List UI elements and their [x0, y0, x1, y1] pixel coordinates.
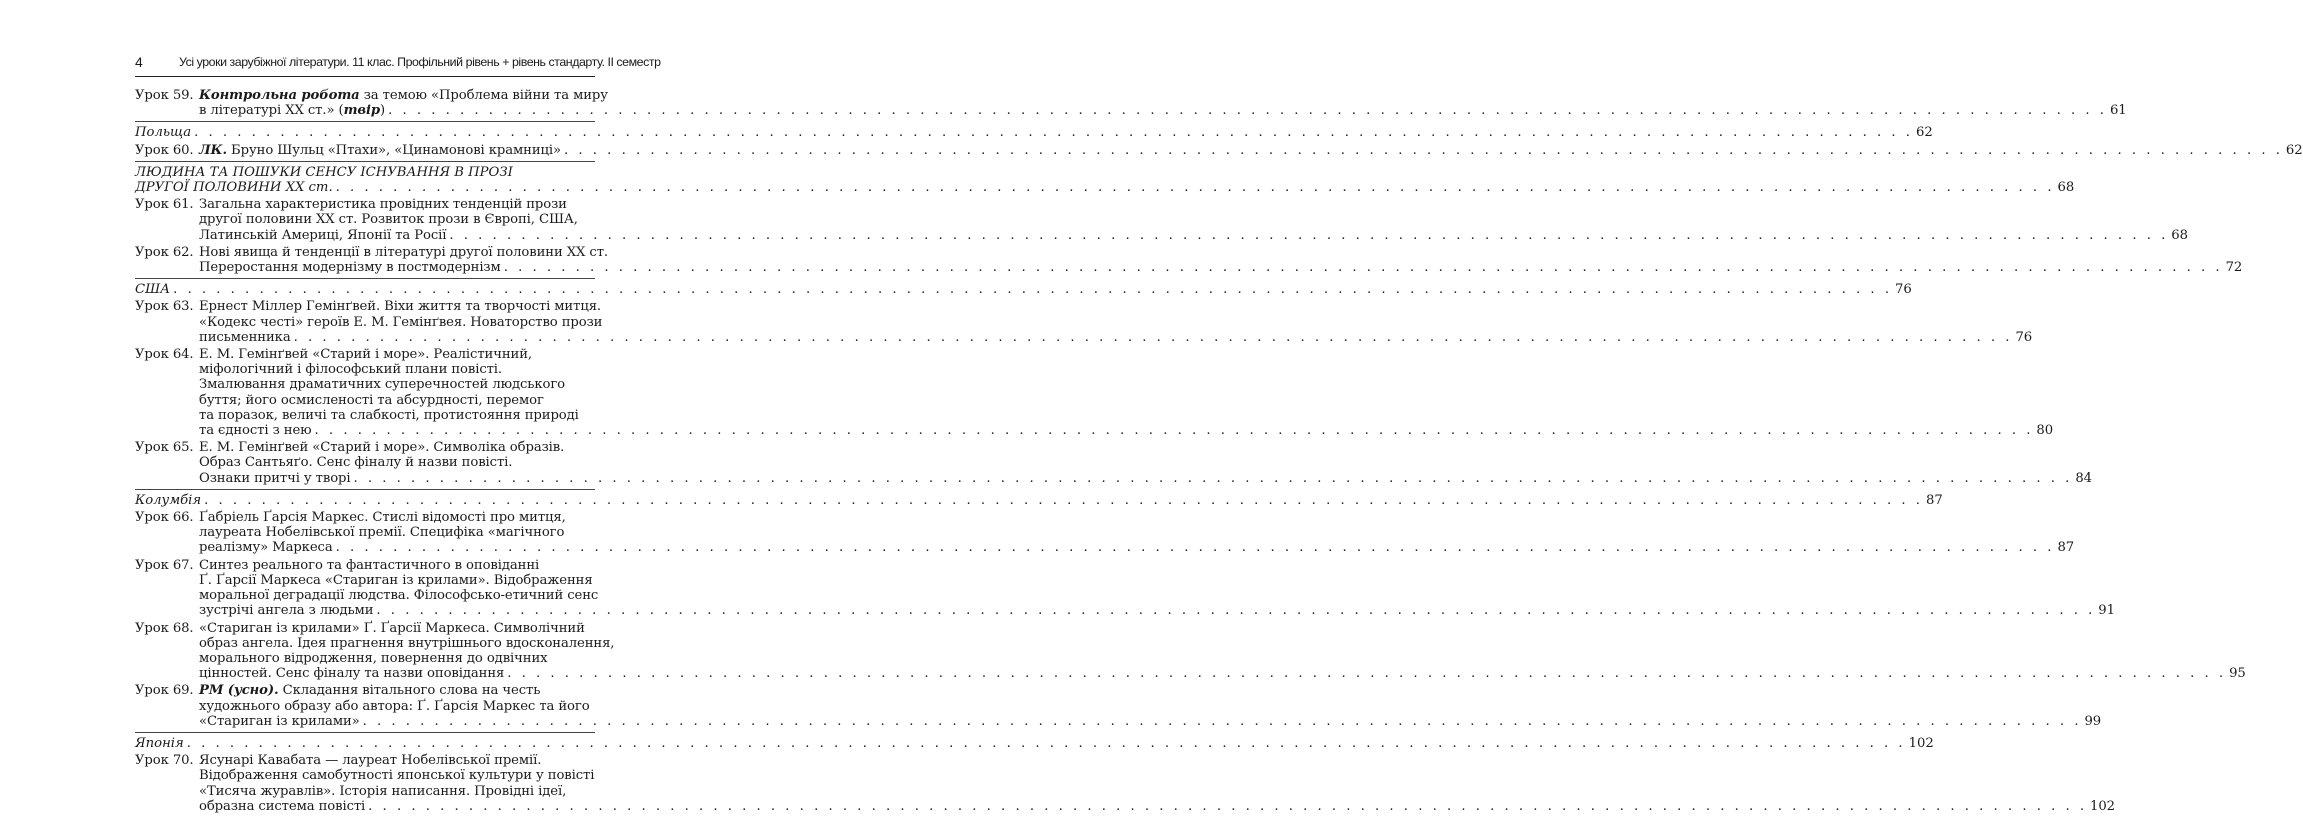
lesson-label: Урок 60.: [135, 142, 194, 158]
leader-dots: [376, 603, 2095, 618]
lesson-label: Урок 67.: [135, 557, 194, 573]
toc-entry-lesson-67[interactable]: [135, 557, 2115, 619]
page-ref: 95: [2229, 666, 2246, 682]
toc-entry-lesson-70[interactable]: [135, 753, 2115, 814]
lesson-title-line: в літературі XX ст.» (: [199, 103, 344, 119]
lesson-title-line: образна система повісті: [199, 798, 366, 814]
toc-entry-lesson-61[interactable]: [135, 197, 2188, 243]
lesson-title-line: Синтез реального та фантастичного в оповіданні: [199, 557, 540, 573]
running-head: Усі уроки зарубіжної літератури. 11 клас. Профільний рівень + рівень стандарту. II семестр: [179, 55, 661, 69]
toc-entry-lesson-66[interactable]: [135, 510, 2075, 556]
page-ref: 68: [2057, 180, 2075, 196]
lesson-title-line: Нові явища й тенденції в літературі другої половини XX ст.: [199, 244, 608, 260]
lesson-title-line: цінностей. Сенс фіналу та назви оповідання: [199, 666, 505, 682]
leader-dots: [294, 330, 2013, 345]
toc-section-usa[interactable]: [135, 278, 1912, 298]
page-ref: 80: [2036, 423, 2054, 439]
toc-section-japan[interactable]: [135, 732, 1934, 751]
lesson-title-line: Ґабріель Ґарсія Маркес. Стислі відомості про митця,: [199, 510, 566, 526]
section-title: США: [135, 282, 171, 298]
lesson-title-line: та поразок, величі та слабкості, протистояння природі: [199, 407, 579, 423]
leader-dots: [204, 493, 1923, 508]
leader-dots: [449, 228, 2168, 243]
lesson-label: Урок 69.: [135, 683, 194, 699]
leader-dots: [363, 714, 2082, 729]
lesson-title-line: Ознаки притчі у творі: [199, 470, 351, 486]
toc-entry-lesson-64[interactable]: [135, 347, 2054, 439]
lesson-title-line: морального відродження, повернення до одвічних: [199, 650, 548, 666]
lesson-label: Урок 64.: [135, 347, 194, 363]
lesson-label: Урок 61.: [135, 197, 194, 213]
lesson-bold-word: твір: [343, 103, 381, 119]
toc-entry-lesson-59[interactable]: [135, 88, 2127, 119]
lesson-title-line: Загальна характеристика провідних тенденцій прози: [199, 197, 567, 213]
page-ref: 76: [2015, 329, 2033, 345]
page-ref: 68: [2171, 227, 2188, 243]
lesson-title-line: Е. М. Гемінґвей «Старий і море». Реалістичний,: [199, 347, 533, 363]
lesson-title-line: зустрічі ангела з людьми: [199, 603, 374, 619]
lesson-title-line: Е. М. Гемінґвей «Старий і море». Символіка образів.: [199, 440, 565, 456]
section-title: Польща: [135, 125, 192, 141]
lesson-title-line: ): [380, 103, 386, 119]
page-ref: 72: [2225, 260, 2243, 276]
lesson-title-line: «Стариган із крилами»: [199, 713, 360, 729]
lesson-title-line: художнього образу або автора: Ґ. Ґарсія Маркес та його: [199, 698, 590, 714]
lesson-title-line: лауреата Нобелівської премії. Специфіка «магічного: [199, 525, 565, 541]
toc-entry-lesson-68[interactable]: [135, 620, 2246, 682]
lesson-title-line: Ясунарі Кавабата — лауреат Нобелівської премії.: [199, 753, 542, 769]
lesson-title-line: Латинській Америці, Японії та Росії: [199, 227, 447, 243]
part-title-line: ЛЮДИНА ТА ПОШУКИ СЕНСУ ІСНУВАННЯ В ПРОЗІ: [135, 164, 513, 180]
lesson-title-line: другої половини XX ст. Розвиток прози в Європі, США,: [199, 212, 578, 228]
lesson-bold-prefix: Контрольна робота: [199, 88, 360, 103]
lesson-title-line: міфологічний і філософський плани повісті.: [199, 362, 503, 378]
lesson-title-line: «Стариган із крилами» Ґ. Ґарсії Маркеса. Символічний: [199, 620, 585, 636]
leader-dots: [354, 471, 2073, 486]
lesson-label: Урок 62.: [135, 244, 194, 260]
leader-dots: [336, 180, 2055, 195]
page-ref: 102: [1908, 735, 1934, 751]
leader-dots: [388, 103, 2107, 118]
lesson-title-line: «Тисяча журавлів». Історія написання. Провідні ідеї,: [199, 783, 567, 799]
toc-section-poland[interactable]: [135, 121, 1933, 141]
page-ref: 102: [2090, 798, 2115, 814]
lesson-title-line: реалізму» Маркеса: [199, 540, 333, 556]
page-ref: 61: [2109, 103, 2127, 119]
lesson-title-line: Ернест Міллер Гемінґвей. Віхи життя та творчості митця.: [199, 299, 602, 315]
table-of-contents: [135, 86, 2303, 814]
leader-dots: [368, 799, 2087, 814]
toc-entry-lesson-62[interactable]: [135, 244, 2243, 276]
leader-dots: [507, 666, 2226, 681]
page-ref: 76: [1895, 282, 1912, 298]
lesson-title-line: «Кодекс честі» героїв Е. М. Гемінґвея. Новаторство прози: [199, 314, 603, 330]
page-ref: 87: [2057, 540, 2075, 556]
lesson-bold-prefix: ЛК.: [199, 142, 227, 158]
toc-entry-lesson-65[interactable]: [135, 440, 2092, 486]
leader-dots: [336, 540, 2055, 555]
lesson-label: Урок 59.: [135, 88, 194, 103]
page-ref: 99: [2084, 713, 2102, 729]
lesson-title-line: буття; його осмисленості та абсурдності, перемог: [199, 392, 544, 408]
page-number: 4: [135, 54, 143, 70]
lesson-title-line: моральної деградації людства. Філософсько-етичний сенс: [199, 588, 599, 604]
leader-dots: [173, 282, 1892, 297]
leader-dots: [315, 423, 2034, 438]
page-ref: 91: [2098, 603, 2115, 619]
toc-entry-lesson-60[interactable]: [135, 142, 2303, 158]
lesson-label: Урок 63.: [135, 299, 194, 315]
page-ref: 62: [1915, 125, 1933, 141]
lesson-bold-prefix: РМ (усно).: [199, 683, 279, 699]
lesson-title-line: Складання вітального слова на честь: [278, 683, 541, 699]
page-ref: 84: [2075, 470, 2092, 486]
lesson-title-line: Змалювання драматичних суперечностей людського: [199, 377, 566, 393]
lesson-title-line: Образ Сантьяґо. Сенс фіналу й назви повісті.: [199, 455, 513, 471]
lesson-title-line: Відображення самобутності японської культури у повісті: [199, 768, 595, 784]
toc-section-colombia[interactable]: [135, 489, 1943, 508]
leader-dots: [504, 260, 2223, 275]
lesson-title-line: та єдності з нею: [199, 423, 312, 439]
toc-entry-lesson-69[interactable]: [135, 683, 2102, 729]
leader-dots: [564, 143, 2283, 158]
section-title: Японія: [135, 735, 184, 751]
leader-dots: [194, 125, 1913, 140]
lesson-title-line: Переростання модернізму в постмодернізм: [199, 260, 501, 276]
leader-dots: [187, 736, 1906, 751]
page-ref: 87: [1926, 492, 1943, 508]
lesson-title-line: Ґ. Ґарсії Маркеса «Стариган із крилами». Відображення: [199, 572, 593, 588]
page-ref: 62: [2285, 142, 2303, 158]
lesson-label: Урок 66.: [135, 510, 194, 526]
lesson-title-line: Бруно Шульц «Птахи», «Цинамонові крамниці»: [226, 142, 562, 158]
lesson-title-line: письменника: [199, 329, 291, 345]
lesson-title-line: образ ангела. Ідея прагнення внутрішнього вдосконалення,: [199, 635, 615, 651]
lesson-title-line: за темою «Проблема війни та миру: [359, 88, 608, 103]
part-title-line: ДРУГОЇ ПОЛОВИНИ XX ст.: [135, 180, 333, 196]
toc-part-title[interactable]: [135, 161, 2075, 196]
lesson-label: Урок 70.: [135, 753, 194, 769]
lesson-label: Урок 65.: [135, 440, 194, 456]
section-title: Колумбія: [135, 492, 202, 508]
lesson-label: Урок 68.: [135, 620, 194, 636]
page-header: [135, 50, 661, 77]
toc-entry-lesson-63[interactable]: [135, 299, 2033, 345]
